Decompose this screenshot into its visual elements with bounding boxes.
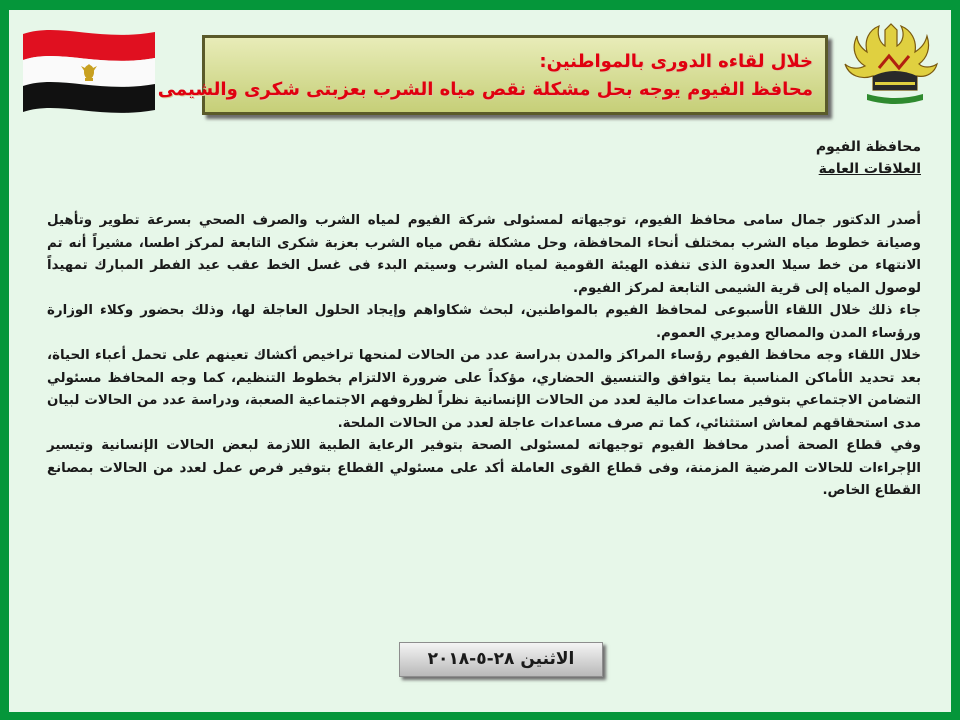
governorate-label: محافظة الفيوم <box>815 139 921 155</box>
headline-line-1: خلال لقاءه الدورى بالمواطنين: <box>539 51 813 72</box>
article-body <box>47 210 921 503</box>
organization-block <box>816 136 921 180</box>
article-paragraph-3: خلال اللقاء وجه محافظ الفيوم رؤساء المراكز والمدن بدراسة عدد من الحالات لمنحها تراخيص أكشاك تعينهم على تحمل أعباء الحياة، بعد تحديد الأماكن المناسبة بما يتوافق والتنسيق الحضاري، مؤكداً على ضرورة الالتزام بخطوط التنظيم، كما وجه المحافظ مسئولي التضامن الاجتماعي بتوفير مساعدات مالية لعدد من الحالات الإنسانية نظراً لظروفهم الاجتماعية الصعبة، ودراسة عدد من الحالات لبيان مدى استحقاقهم لمعاش استثنائي، كما تم صرف مساعدات عاجلة لعدد من الحالات الملحة. <box>47 348 921 431</box>
article-paragraph-1: أصدر الدكتور جمال سامى محافظ الفيوم، توجيهاته لمسئولى شركة الفيوم لمياه الشرب والصرف الصحي بسرعة تطوير وتأهيل وصيانة خطوط مياه الشرب بمختلف أنحاء المحافظة، وحل مشكلة نقص مياه الشرب بعزبة شكرى التابعة لمركز اطسا، مشيراً أنه تم الانتهاء من خط سيلا العدوة الذى تنفذه الهيئة القومية لمياه الشرب وسيتم البدء فى غسل الخط عقب عيد الفطر المبارك تمهيداً لوصول المياه إلى قرية الشيمى التابعة لمركز الفيوم. <box>47 213 921 296</box>
egypt-flag-icon <box>19 20 159 115</box>
content-panel <box>9 10 951 712</box>
date-badge: الاثنين ٢٨-٥-٢٠١٨ <box>399 642 603 677</box>
fayoum-emblem-icon <box>839 20 939 110</box>
article-paragraph-4: وفي قطاع الصحة أصدر محافظ الفيوم توجيهاته لمسئولى الصحة بتوفير الرعاية الطبية اللازمة لبعض الحالات الإنسانية وتيسير الإجراءات للحالات المرضية المزمنة، وفى قطاع القوى العاملة أكد على مسئولي القطاع بتوفير فرص عمل لعدد من الحالات بمصانع القطاع الخاص. <box>47 438 921 498</box>
headline-line-2: محافظ الفيوم يوجه بحل مشكلة نقص مياه الشرب بعزبتى شكرى والشيمى <box>157 79 813 100</box>
article-paragraph-2: جاء ذلك خلال اللقاء الأسبوعى لمحافظ الفيوم بالمواطنين، لبحث شكاواهم وإيجاد الحلول العاجلة لها، وذلك بحضور وكلاء الوزارة ورؤساء المدن والمصالح ومديري العموم. <box>47 303 921 341</box>
department-label: العلاقات العامة <box>818 161 921 177</box>
headline-box <box>157 35 828 115</box>
